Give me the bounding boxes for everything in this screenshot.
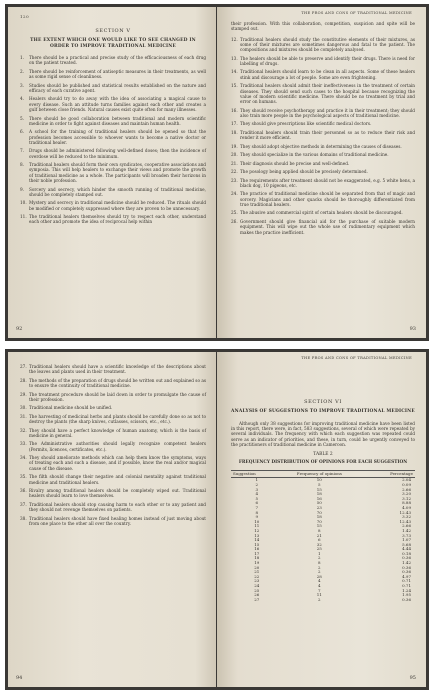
item-number: 13. [231,55,238,61]
item-number: 23. [231,177,238,183]
item-text: The harvesting of medicinal herbs and plants should be carefully done so as not to destroy the plants (the sharp knives, cutlasses, scissors, etc., etc.). [29,413,206,425]
list-item [231,191,415,207]
item-number: 24. [231,191,238,197]
cell-frequency: 21 [316,532,322,538]
item-number: 25. [231,210,238,216]
cell-frequency: 2 [318,569,321,575]
cell-suggestion: 16 [254,546,260,552]
cell-suggestion: 3 [255,486,259,492]
cell-suggestion: 9 [255,514,259,520]
cell-frequency: 18 [316,491,322,497]
item-text: Their diagnosis should be precise and well-defined. [240,160,350,166]
item-text: The filth should change their negative and colonial mentality against traditional medicine and traditional healers. [29,474,206,485]
cell-percentage: 0.36 [402,596,411,602]
item-number: 21. [231,160,238,166]
cell-percentage: 0.36 [402,555,411,561]
cell-suggestion: 22 [254,573,260,579]
item-text: Healers should try to do away with the idea of associating a magical cause to every disease. Such an attitude turns families against each other and creates a gulf between close friends. Natural causes exist quite often for many illnesses. [29,96,206,113]
item-text: Traditional medicine should be unified. [29,405,113,411]
cell-frequency: 15 [316,486,322,492]
item-number: 31. [20,413,27,419]
list-item [20,148,206,159]
item-text: Traditional healers should have a scientific knowledge of the descriptions about the leaves and plants used in their treatment. [29,364,206,375]
item-text: Government should give financial aid for the purchase of suitable modern equipment. This will wipe out the whole use of rudimentary equipment which makes the practice inefficient. [240,218,415,235]
cell-frequency: 15 [316,523,322,529]
cell-percentage: 2.66 [402,486,411,492]
list-item [231,169,415,174]
page-number-92: 92 [16,326,23,332]
cell-suggestion: 12 [254,527,260,533]
cell-frequency: 5 [318,481,321,487]
cell-frequency: 2 [318,555,321,561]
cell-frequency: 8 [318,560,321,566]
item-number: 17. [231,121,238,127]
page-number-94: 94 [16,675,23,681]
cell-suggestion: 23 [254,578,260,584]
list-item [20,455,206,471]
cell-suggestion: 4 [255,491,259,497]
analysis-paragraph: Although only 38 suggestions for improving traditional medicine have been listed in this report, there were, in fact, 583 suggestions, several of which were repeated by several individuals. The frequency with which each suggestion was repeated could serve as an indicator of priorities, and these, in turn, could be urgently conveyed to the practitioners of traditional medicine in Cameroon. [231,420,415,447]
cell-percentage: 12.43 [399,509,411,515]
item-text: Rivalry among traditional healers should be completely wiped out. Traditional healers should learn to love themselves. [29,488,206,499]
running-head-93: THE PROS AND CONS OF TRADITIONAL MEDICINE [301,11,412,15]
cell-suggestion: 20 [254,564,260,570]
item-text: Traditional healers should learn to be clean in all aspects. Some of these healers stink and discourage a lot of people. Some are even frightening. [240,69,415,80]
table-title: TABLE 2 [313,452,333,458]
cell-percentage: 4.97 [402,573,411,579]
list-item [20,55,206,66]
cell-percentage: 3.73 [402,532,411,538]
item-text: Traditional healers should admit their ineffectiveness in the treatment of certain diseases. They should send such cases to the hospital because recognizing the value of modern scientific medicine. There should be no treatment by trial and error on humans. [240,83,415,105]
cell-percentage: 3.20 [402,491,411,497]
list-item [20,441,206,452]
item-text: The Administrative authorities should legally recognize competent healers (Permits, licences, certificates, etc.). [29,441,206,452]
list-item [20,516,206,527]
item-number: 16. [231,107,238,113]
suggestion-list-93 [231,37,415,235]
list-item [20,116,206,127]
page-number-95: 95 [409,675,416,681]
item-number: 1. [20,55,24,61]
item-text: They should adopt objective methods in determining the causes of diseases. [240,143,402,149]
item-number: 10. [20,200,27,206]
item-number: 30. [20,405,27,411]
cell-suggestion: 7 [255,504,259,510]
running-head-95: THE PROS AND CONS OF TRADITIONAL MEDICINE [301,356,412,360]
item-number: 12. [231,36,238,42]
item-text: They should ameliorate methods which can help them know the symptoms, ways of treating each and such a disease, and if possible, know the real and/or magical cause of the disease. [29,455,206,471]
cell-suggestion: 6 [255,500,259,506]
item-number: 28. [20,377,27,383]
suggestion-list-94 [20,364,206,526]
page-92-body [20,29,206,228]
item-text: The traditional healers themselves should try to respect each other, understand each other and promote the idea of reciprocal help within [29,214,206,225]
cell-frequency: 70 [316,509,322,515]
cell-percentage: 3.12 [402,495,411,501]
page-92 [8,7,216,338]
item-text: The healers should be able to preserve and identify their drugs. There is need for labelling of drugs. [240,55,415,66]
header-suggestion: Suggestion [231,470,283,478]
cell-suggestion: 15 [254,541,260,547]
page-95-body [231,400,415,602]
list-item [231,56,415,67]
cell-frequency: 4 [318,583,321,589]
item-text: There should be a practical and precise study of the efficaciousness of each drug on the patient treated. [29,55,206,66]
item-text: Traditional healers should stop causing harm to each other or to any patient and they should not revenge themselves on patients. [29,501,206,513]
item-text: The posology being applied should be precisely determined. [240,169,368,175]
cell-frequency: 7 [318,587,321,593]
section-heading-vi: ANALYSIS OF SUGGESTIONS TO IMPROVE TRADITIONAL MEDICINE [231,409,415,415]
item-number: 11. [20,214,27,220]
cell-suggestion: 21 [254,569,260,575]
cell-percentage: 3.32 [402,514,411,520]
cell-percentage: 0.36 [402,564,411,570]
list-item [20,129,206,145]
page-95 [217,352,426,687]
list-item [20,364,206,375]
cell-suggestion: 27 [254,596,260,602]
list-item [20,392,206,403]
item-number: 35. [20,474,27,480]
cell-percentage: 4.44 [402,546,411,552]
item-number: 4. [20,96,24,102]
item-number: 33. [20,441,27,447]
cell-percentage: 1.07 [402,537,411,543]
item-text: The requirements after treatment should not be exaggerated, e.g. 5 white hens, a black dog, 10 pigeons, etc. [240,177,415,188]
cell-percentage: 1.42 [402,527,411,533]
book-photo-spread-1 [5,4,429,341]
item-number: 19. [231,143,238,149]
page-number-93: 93 [409,326,416,332]
table-body [231,478,415,603]
cell-percentage: 1.95 [402,592,411,598]
item-text: They should specialize in the various domains of traditional medicine. [240,152,389,158]
header-percentage: Percentage [356,470,415,478]
list-item [231,144,415,149]
item-number: 14. [231,69,238,75]
section-heading-v: THE EXTENT WHICH ONE WOULD LIKE TO SEE CHANGED IN ORDER TO IMPROVE TRADITIONAL MEDICINE [30,38,196,49]
list-item [20,405,206,410]
item-text: Traditional healers should train their personnel so as to reduce their risk and render it more efficient. [240,129,415,141]
item-text: Traditional healers should study the constitutive elements of their mixtures, as some of their mixtures are sometimes dangerous and fatal to the patient. The compositions and mixtures should be completely analysed. [240,36,415,53]
list-item [20,488,206,499]
item-number: 6. [20,129,24,135]
list-item [231,37,415,53]
list-item [231,121,415,126]
section-title-v: SECTION V [95,28,131,34]
cell-percentage: 5.68 [402,541,411,547]
cell-suggestion: 2 [255,481,259,487]
item-number: 20. [231,152,238,158]
list-item [20,474,206,485]
page-93 [217,7,426,338]
cell-suggestion: 10 [254,518,260,524]
cell-frequency: 23 [316,504,322,510]
cell-percentage: 0.09 [402,481,411,487]
list-item [20,187,206,198]
cell-suggestion: 8 [255,509,259,515]
item-text: There should be reinforcement of antiseptic measures in their treatments, as well as some rigid sense of cleanliness. [29,68,206,80]
cell-frequency: 16 [316,495,322,501]
item-number: 18. [231,129,238,135]
item-text: They should have a perfect knowledge of human anatomy, which is the basis of medicine in general. [29,427,206,438]
cell-suggestion: 5 [255,495,259,501]
cell-suggestion: 24 [254,583,260,589]
item-number: 2. [20,68,24,74]
cell-suggestion: 14 [254,537,260,543]
item-text: A school for the training of traditional healers should be opened so that the profession becomes accessible to whoever wants to become a native doctor or traditional healer. [29,129,206,145]
item-number: 3. [20,82,24,88]
item-number: 36. [20,488,27,494]
header-frequency: Frequency of opinions [283,470,357,478]
item-number: 27. [20,364,27,369]
table-subtitle: FREQUENCY DISTRIBUTION OF OPINIONS FOR EACH SUGGESTION [238,460,408,466]
item-number: 37. [20,501,27,507]
item-text: They should give prescriptions like scientific medical doctors. [240,121,372,127]
cell-frequency: 18 [316,514,322,520]
cell-frequency: 11 [316,592,322,598]
cell-suggestion: 19 [254,560,260,566]
cell-suggestion: 18 [254,555,260,561]
item-text: The abusive and commercial spirit of certain healers should be discouraged. [240,210,403,216]
cell-suggestion: 26 [254,592,260,598]
list-item [20,414,206,425]
running-head-92: 120 [20,14,30,19]
item-text: They should receive psychotherapy and practice it in their treatment; they should also train more people in the psychological aspects of traditional medicine. [240,107,415,118]
cell-percentage: 0.18 [402,550,411,556]
list-item [231,152,415,157]
item-number: 32. [20,427,27,433]
cell-percentage: 0.36 [402,569,411,575]
cell-frequency: 1 [318,550,321,556]
cell-frequency: 32 [316,541,322,547]
cell-frequency: 28 [316,573,322,579]
item-text: Drugs should be administered following well-defined doses; then the incidence of overdose will be reduced to the minimum. [29,148,206,159]
item-number: 9. [20,186,24,192]
list-item [20,378,206,389]
cell-suggestion: 1 [255,477,259,483]
item-text: The methods of the preparation of drugs should be written out and explained so as to ensure the continuity of traditional medicine. [29,377,206,389]
list-item [231,178,415,189]
cell-frequency: 50 [316,500,322,506]
list-item [20,96,206,112]
cell-suggestion: 11 [254,523,260,529]
cell-percentage: 12.43 [399,518,411,524]
list-item [20,502,206,513]
item-number: 26. [231,218,238,224]
section-title-vi: SECTION VI [304,399,342,405]
list-item [20,428,206,439]
item-text: Traditional healers should form their own syndicates, cooperative associations and symposia. This will help healers to exchange their views and promote the growth of traditional medicine as a whole. The participants will broaden their horizons in their noble profession. [29,162,206,184]
list-item [231,69,415,80]
item-text: Mystery and secrecy in traditional medicine should be reduced. The rituals should be modified or completely suppressed where they are proven to be unnecessary. [29,200,206,211]
item-number: 15. [231,83,238,89]
item-number: 5. [20,115,24,121]
list-item [231,108,415,119]
cell-suggestion: 17 [254,550,260,556]
cell-percentage: 1.24 [402,587,411,593]
item-text: The practice of traditional medicine should be separated from that of magic and sorcery. Magicians and other quacks should be thoroughly differentiated from true traditional healers. [240,191,415,207]
item-text: Studies should be published and statistical results established on the nature and efficacy of each curative agent. [29,82,206,93]
item-number: 22. [231,169,238,175]
cell-percentage: 0.71 [402,583,411,589]
table-row [231,598,415,603]
cell-frequency: 10 [316,477,322,483]
list-item [231,161,415,166]
list-item [231,210,415,215]
cell-percentage: 4.09 [402,504,411,510]
cell-percentage: 2.66 [402,523,411,529]
cell-frequency: 2 [318,564,321,570]
list-item [231,130,415,141]
list-item [231,219,415,235]
list-item [20,162,206,183]
cell-frequency: 70 [316,518,322,524]
item-number: 8. [20,162,24,168]
suggestion-list-92 [20,55,206,225]
item-text: Sorcery and secrecy, which hinder the smooth running of traditional medicine, should be completely stamped out. [29,186,206,197]
frequency-table [231,470,415,603]
cell-percentage: 8.88 [402,500,411,506]
table-header-row [231,470,415,478]
cell-frequency: 6 [318,537,321,543]
page-94 [8,352,216,687]
item-number: 38. [20,515,27,521]
cell-frequency: 2 [318,596,321,602]
item-text: The treatment procedure should be laid down in order to promulgate the cause of their profession. [29,391,206,402]
item-number: 34. [20,455,27,461]
list-item [20,200,206,211]
list-item [20,69,206,80]
list-item [20,214,206,225]
cell-percentage: 0.71 [402,578,411,584]
page-94-body [20,364,206,529]
item-number: 29. [20,391,27,397]
continuation-paragraph: their profession. With this collaboration, competition, suspicion and spite will be stamped out. [231,21,415,32]
item-text: Traditional healers should have fixed healing homes instead of just moving about from one place to the other all over the country. [29,515,206,526]
cell-frequency: 4 [318,578,321,584]
cell-suggestion: 13 [254,532,260,538]
book-photo-spread-2 [5,349,429,690]
list-item [20,83,206,94]
cell-percentage: 1.42 [402,560,411,566]
page-93-body [231,21,415,238]
item-number: 7. [20,148,24,154]
cell-suggestion: 25 [254,587,260,593]
item-text: There should be good collaboration between traditional and modern scientific medicine in order to fight against diseases and maintain human health. [29,115,206,126]
cell-frequency: 8 [318,527,321,533]
cell-percentage: 2.04 [402,477,411,483]
list-item [231,83,415,104]
cell-frequency: 25 [316,546,322,552]
